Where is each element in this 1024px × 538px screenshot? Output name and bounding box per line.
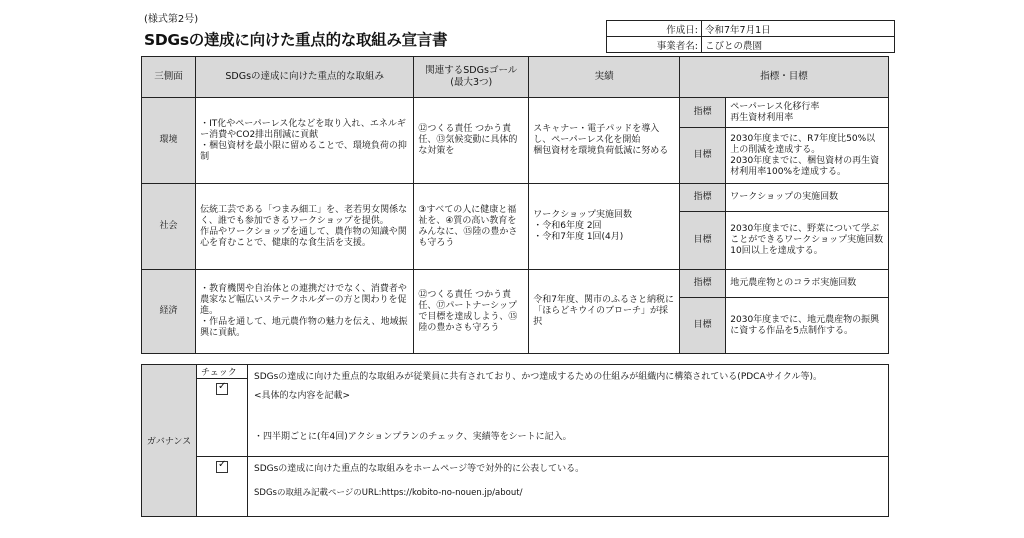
indicator-cell: ワークショップの実施回数 bbox=[726, 184, 889, 212]
target-label: 目標 bbox=[680, 212, 726, 270]
results-cell: スキャナー・電子パッドを導入し、ペーパーレス化を開始 梱包資材を環境負荷低減に努める bbox=[529, 98, 680, 184]
governance-item-1 bbox=[248, 365, 889, 457]
header-initiative: SDGsの達成に向けた重点的な取組み bbox=[196, 57, 414, 98]
initiative-cell: ・IT化やペーパーレス化などを取り入れ、エネルギー消費やCO2排出削減に貢献 ・梱包資材を最小限に留めることで、環境負荷の抑制 bbox=[196, 98, 414, 184]
target-label: 目標 bbox=[680, 128, 726, 184]
results-cell: ワークショップ実施回数 ・令和6年度 2回 ・令和7年度 1回(4月) bbox=[529, 184, 680, 270]
created-value: 令和7年7月1日 bbox=[702, 21, 895, 37]
business-value: こびとの農園 bbox=[702, 37, 895, 53]
goals-cell: ⑫つくる責任 つかう責任、⑰パートナーシップで目標を達成しよう、⑮陸の豊かさも守ろう bbox=[414, 270, 529, 354]
header-indicators: 指標・目標 bbox=[680, 57, 889, 98]
checkbox-item-1[interactable] bbox=[216, 383, 228, 395]
page-title: SDGsの達成に向けた重点的な取組み宣言書 bbox=[144, 31, 448, 49]
target-label: 目標 bbox=[680, 298, 726, 354]
governance-item-1-sub: <具体的な内容を記載> bbox=[254, 391, 351, 401]
table-row bbox=[142, 98, 889, 128]
target-cell: 2030年度までに、地元農産物の振興に資する作品を5点制作する。 bbox=[726, 298, 889, 354]
meta-table bbox=[606, 20, 895, 53]
checkbox-item-1-cell bbox=[197, 379, 248, 457]
governance-label: ガバナンス bbox=[142, 365, 197, 517]
created-label: 作成日: bbox=[607, 21, 702, 37]
check-header: チェック bbox=[197, 365, 248, 379]
aspect-society: 社会 bbox=[142, 184, 196, 270]
governance-item-1-detail: ・四半期ごとに(年4回)アクションプランのチェック、実績等をシートに記入。 bbox=[254, 432, 572, 442]
header-goals: 関連するSDGsゴール (最大3つ) bbox=[414, 57, 529, 98]
form-number: (様式第2号) bbox=[144, 14, 199, 25]
table-row bbox=[142, 270, 889, 298]
indicator-label: 指標 bbox=[680, 184, 726, 212]
business-label: 事業者名: bbox=[607, 37, 702, 53]
goals-cell: ⑫つくる責任 つかう責任、⑬気候変動に具体的な対策を bbox=[414, 98, 529, 184]
goals-cell: ③すべての人に健康と福祉を、④質の高い教育をみんなに、⑮陸の豊かさも守ろう bbox=[414, 184, 529, 270]
aspect-economy: 経済 bbox=[142, 270, 196, 354]
governance-table bbox=[141, 364, 889, 517]
declaration-table bbox=[141, 56, 889, 354]
governance-item-1-text: SDGsの達成に向けた重点的な取組みが従業員に共有されており、かつ達成するための仕組みが組織内に構築されている(PDCAサイクル等)。 bbox=[254, 372, 823, 382]
table-row bbox=[142, 184, 889, 212]
indicator-cell: ペーパーレス化移行率 再生資材利用率 bbox=[726, 98, 889, 128]
indicator-label: 指標 bbox=[680, 98, 726, 128]
results-cell: 令和7年度、関市のふるさと納税に「ほらどキウイのブローチ」が採択 bbox=[529, 270, 680, 354]
target-cell: 2030年度までに、R7年度比50%以上の削減を達成する。 2030年度までに、梱包資材の再生資材利用率100%を達成する。 bbox=[726, 128, 889, 184]
governance-item-2-url: SDGsの取組み記載ページのURL:https://kobito-no-nouen.jp/about/ bbox=[254, 488, 523, 498]
governance-item-2-text: SDGsの達成に向けた重点的な取組みをホームページ等で対外的に公表している。 bbox=[254, 464, 585, 474]
checkbox-item-2-cell bbox=[197, 457, 248, 517]
aspect-environment: 環境 bbox=[142, 98, 196, 184]
header-aspect: 三側面 bbox=[142, 57, 196, 98]
initiative-cell: ・教育機関や自治体との連携だけでなく、消費者や農家など幅広いステークホルダーの方と関わりを促進。 ・作品を通して、地元農作物の魅力を伝え、地域振興に貢献。 bbox=[196, 270, 414, 354]
initiative-cell: 伝統工芸である「つまみ細工」を、老若男女関係なく、誰でも参加できるワークショップを提供。 作品やワークショップを通して、農作物の知識や関心を育むことで、健康的な食生活を支援。 bbox=[196, 184, 414, 270]
governance-item-2 bbox=[248, 457, 889, 517]
indicator-label: 指標 bbox=[680, 270, 726, 298]
indicator-cell: 地元農産物とのコラボ実施回数 bbox=[726, 270, 889, 298]
header-results: 実績 bbox=[529, 57, 680, 98]
target-cell: 2030年度までに、野菜について学ぶことができるワークショップ実施回数10回以上を達成する。 bbox=[726, 212, 889, 270]
checkbox-item-2[interactable] bbox=[216, 461, 228, 473]
header-row bbox=[142, 57, 889, 98]
